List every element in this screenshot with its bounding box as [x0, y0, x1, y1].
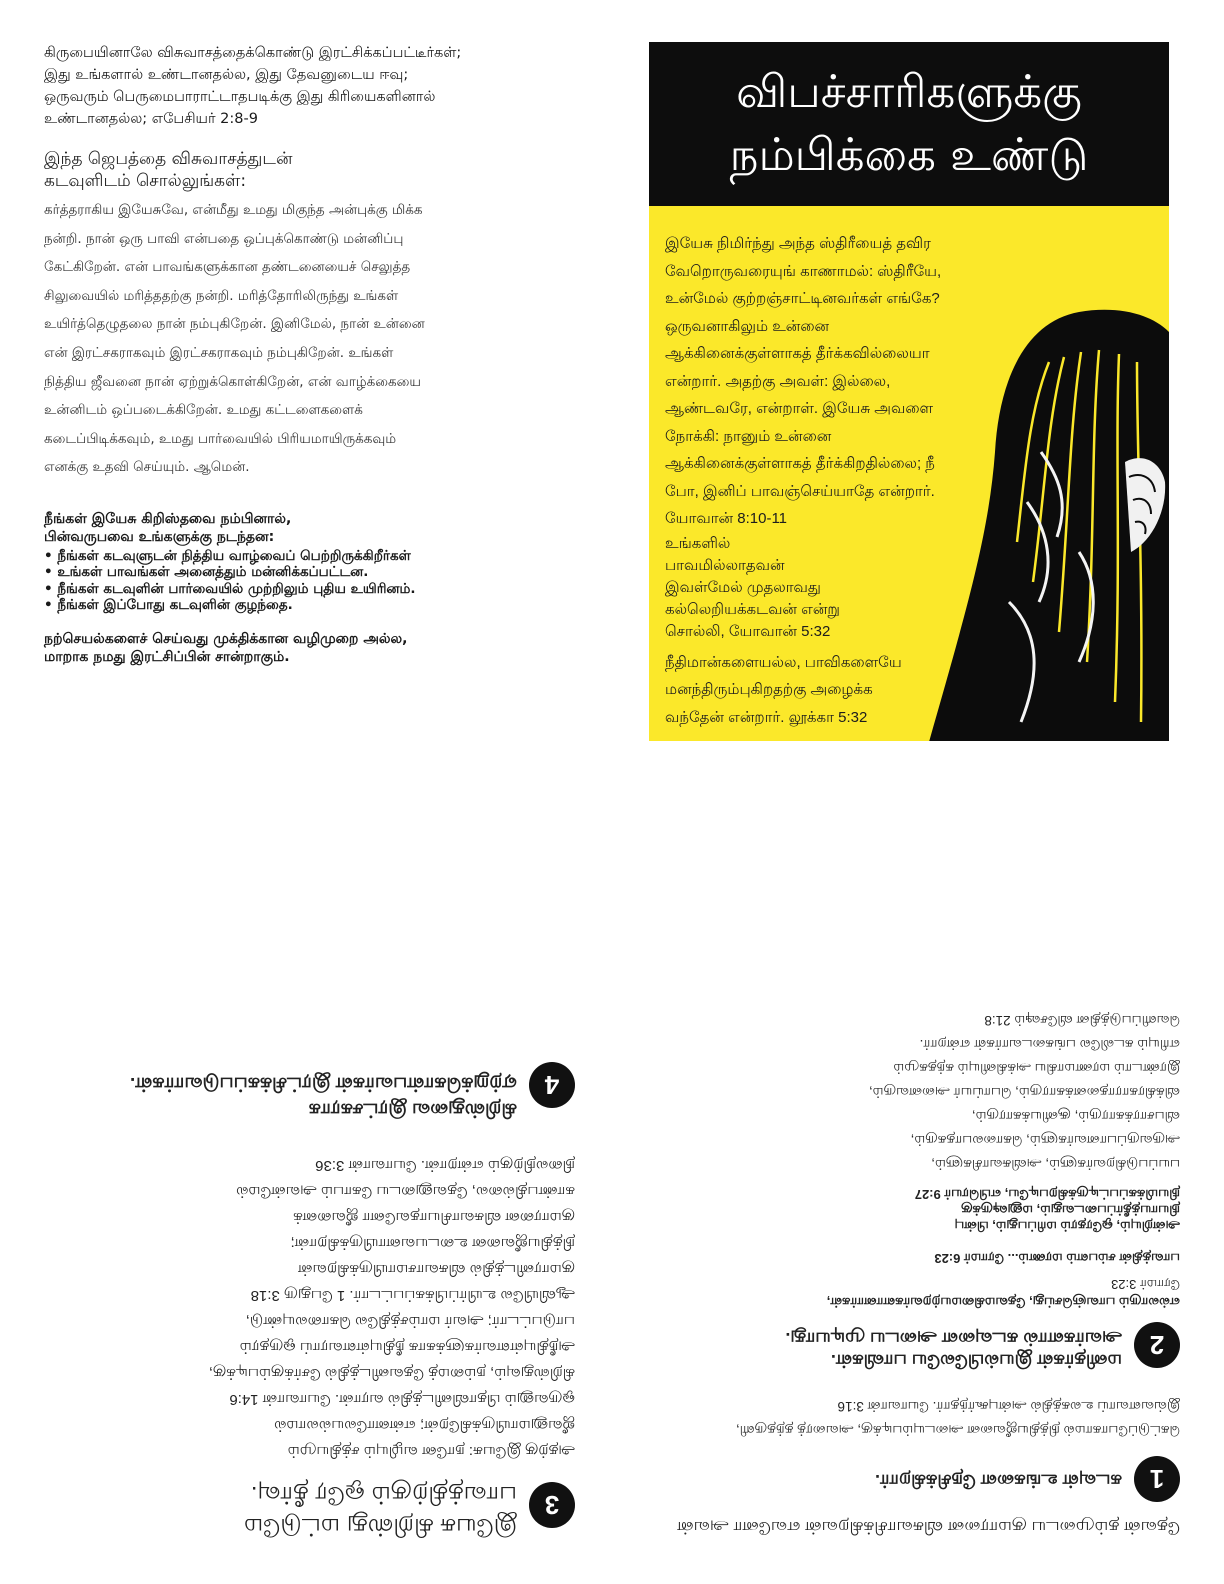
prayer-line: என் இரட்சகராகவும் இரட்சகராகவும் நம்புகிறேன். உங்கள்: [44, 344, 394, 361]
step-number-badge: 2: [1134, 1322, 1180, 1368]
text-line: ஒருவனும் பிதாவினிடத்தில் வரான். யோவான் 14:6: [229, 1391, 575, 1408]
step-title-line: கிறிஸ்துவை இரட்சகராக: [308, 1099, 517, 1120]
step-title: [244, 1478, 517, 1542]
verse-line: நோக்கி: நானும் உன்னை: [665, 427, 832, 445]
text-line: எரியும் கடலிலே பங்கடைவார்கள் என்றார்.: [919, 1037, 1180, 1052]
text-line: கெட்டுப்போகாமல் நித்தியஜீவனை அடையும்படிக்கு, அவரைத் தந்தருளி,: [735, 1423, 1180, 1438]
prayer-title-line: கடவுளிடம் சொல்லுங்கள்:: [44, 171, 247, 191]
verse-reference: யோவான் 8:10-11: [665, 510, 788, 527]
believe-heading-line: நீங்கள் இயேசு கிறிஸ்தவை நம்பினால்,: [44, 510, 292, 527]
step-title-line: ஏற்றுக்கொள்பவர்கள் இரட்சிக்கப்படுவார்கள்.: [129, 1073, 517, 1094]
verse-line: வேறொருவரையுங் காணாமல்: ஸ்திரீயே,: [665, 262, 942, 280]
list-item: • உங்கள் பாவங்கள் அனைத்தும் மன்னிக்கப்பட்டன.: [44, 564, 584, 581]
cover-title-line: விபச்சாரிகளுக்கு: [736, 65, 1082, 118]
tract-cover: [649, 42, 1169, 741]
verse-reference: ரோமர் 3:23: [1111, 1277, 1180, 1292]
prayer-line: சிலுவையில் மரித்ததற்கு நன்றி. மரித்தோரிலிருந்து உங்கள்: [44, 287, 399, 304]
prayer-title-line: இந்த ஜெபத்தை விசுவாசத்துடன்: [44, 149, 293, 169]
verse-line: என்றார். அதற்கு அவள்: இல்லை,: [665, 372, 891, 390]
step-title: [130, 1070, 517, 1122]
verse-line: ஆக்கினைக்குள்ளாகத் தீர்க்கவில்லையா: [665, 345, 930, 362]
prayer-column: [44, 42, 584, 666]
verse-line: ஒருவனாகிலும் உன்னை: [665, 317, 830, 335]
text-line: விபசாரக்காரரும், சூனியக்காரரும்,: [971, 1109, 1180, 1124]
step-number-badge: 1: [1134, 1456, 1180, 1502]
verse-line: இவள்மேல் முதலாவது: [665, 578, 821, 596]
step-number-badge: 4: [529, 1062, 575, 1108]
steps-panel-3-4: [55, 834, 575, 1542]
step-title-line: மனிதர்கள் இயல்பிலேயே பாவிகள்.: [830, 1351, 1122, 1371]
prayer-line: எனக்கு உதவி செய்யும். ஆமென்.: [44, 459, 250, 476]
step-2: [660, 1322, 1180, 1372]
prayer-title: [44, 148, 584, 192]
cover-title-line: நம்பிக்கை உண்டு: [729, 128, 1089, 181]
believe-heading-line: பின்வருபவை உங்களுக்கு நடந்தன:: [44, 528, 275, 545]
text-line: பயப்படுகிறவர்களும், அவிசுவாசிகளும்,: [931, 1157, 1180, 1172]
text-line: விக்கிரகாராதனைக்காரரும், பொய்யர் அனைவரும்,: [868, 1085, 1180, 1100]
step3-text: [55, 1152, 575, 1464]
intro-line: உண்டானதல்ல; எபேசியர் 2:8-9: [44, 111, 258, 127]
believe-list: [44, 548, 584, 614]
inverted-half: [0, 792, 1224, 1584]
verse-line: பாவமில்லாதவன்: [665, 556, 785, 574]
step1-lead-line: தேவன் தம்முடைய குமாரனை விசுவாசிக்கிறவன் எவனோ அவன்: [677, 1518, 1180, 1537]
list-item: • நீங்கள் இப்போது கடவுளின் குழந்தை.: [44, 597, 584, 614]
text-line: குமாரனை விசுவாசியாதவனோ ஜீவனைக்: [293, 1209, 575, 1226]
list-item: • நீங்கள் கடவுளின் பார்வையில் முற்றிலும் புதிய உயிரினம்.: [44, 581, 584, 598]
step-title-line: பாவத்திற்கும் ஒரே தீர்வு.: [250, 1481, 517, 1508]
verse-line: ஆக்கினைக்குள்ளாகத் தீர்க்கிறதில்லை; நீ: [665, 455, 935, 472]
steps-panel-1-2: [660, 834, 1180, 1542]
list-item: • நீங்கள் கடவுளுடன் நித்திய வாழ்வைப் பெற்றிருக்கிறீர்கள்: [44, 548, 584, 565]
intro-line: ஒருவரும் பெருமைபாராட்டாதபடிக்கு இது கிரியைகளினால்: [44, 89, 436, 105]
closing-text: [44, 630, 584, 666]
verse-reference: வந்தேன் என்றார். லூக்கா 5:32: [665, 708, 868, 726]
step-title-line: அவர்களால் கடவுளை அடைய முடியாது.: [785, 1329, 1122, 1349]
prayer-line: உன்னிடம் ஒப்படைக்கிறேன். உமது கட்டளைகளைக்: [44, 402, 363, 419]
step2-text: [660, 1008, 1180, 1310]
closing-line: மாறாக நமது இரட்சிப்பின் சான்றாகும்.: [44, 648, 290, 665]
text-line: இரண்டாம் மரணமாகிய அக்கினியும் கந்தகமும்: [893, 1061, 1180, 1076]
verse-line: உங்களில்: [665, 534, 731, 552]
verse-line: இயேசு நிமிர்ந்து அந்த ஸ்திரீயைத் தவிர: [665, 235, 931, 252]
cover-verses: [665, 230, 1005, 731]
text-line: நித்தியஜீவனை உடையவனாயிருக்கிறான்;: [290, 1235, 575, 1252]
text-line: இவ்வளவாய் உலகத்தில் அன்புகூர்ந்தார். யோவான் 3:16: [837, 1399, 1180, 1414]
cover-title: [649, 42, 1169, 206]
prayer-line: உயிர்த்தெழுதலை நான் நம்புகிறேன். இனிமேல், நான் உன்னை: [44, 316, 425, 333]
prayer-line: கேட்கிறேன். என் பாவங்களுக்கான தண்டனையைச் செலுத்த: [44, 259, 411, 276]
step2-list: [660, 1008, 1180, 1176]
verse-line: மனந்திரும்புகிறதற்கு அழைக்க: [665, 681, 873, 698]
believe-heading: [44, 510, 584, 546]
text-line: அநீதியுள்ளவர்களுக்காக நீதியுள்ளவராய் ஒருதரம்: [239, 1339, 575, 1356]
intro-line: இது உங்களால் உண்டானதல்ல, இது தேவனுடைய ஈவு;: [44, 67, 409, 83]
verse-line: உன்மேல் குற்றஞ்சாட்டினவர்கள் எங்கே?: [665, 290, 940, 307]
prayer-line: கடைப்பிடிக்கவும், உமது பார்வையில் பிரியமாயிருக்கவும்: [44, 430, 397, 447]
verse-line: கல்லெறியக்கடவன் என்று: [665, 600, 840, 618]
text-line: காண்பதில்லை, தேவனுடைய கோபம் அவன்மேல்: [236, 1183, 575, 1200]
text-line: ஆவியிலே உயிர்ப்பிக்கப்பட்டார். 1 பேதுரு 3:18: [250, 1287, 575, 1304]
text-line: அருவருப்பானவர்களும், கொலைபாதகரும்,: [910, 1133, 1180, 1148]
step-3: [55, 1478, 575, 1542]
verse-reference: வெளிப்படுத்தின விசேஷம் 21:8: [984, 1013, 1180, 1028]
prayer-text: [44, 196, 584, 482]
step2-bold-block: [660, 1186, 1180, 1234]
step-1: [660, 1456, 1180, 1506]
text-line: எல்லாரும் பாவஞ்செய்து, தேவமகிமையற்றவர்களானார்கள்,: [826, 1295, 1180, 1310]
text-line: கிறிஸ்துவும், நம்மைத் தேவனிடத்தில் சேர்க்கும்படிக்கு,: [208, 1365, 575, 1382]
text-line: பாடுபட்டார்; அவர் மாம்சத்திலே கொலையுண்டு,: [245, 1313, 575, 1330]
prayer-line: நன்றி. நான் ஒரு பாவி என்பதை ஒப்புக்கொண்டு மன்னிப்பு: [44, 230, 404, 247]
text-line: நிலைநிற்கும் என்றான். யோவான் 3:36: [315, 1157, 575, 1174]
step-number-badge: 3: [529, 1482, 575, 1528]
step-title: [785, 1328, 1122, 1372]
step-title: கடவுள் உங்களை நேசிக்கிறார்.: [875, 1471, 1122, 1491]
verse-reference: சொல்லி, யோவான் 5:32: [665, 622, 831, 640]
text-line: பாவத்தின் சம்பளம் மரணம்... ரோமர் 6:23: [934, 1251, 1180, 1266]
closing-line: நற்செயல்களைச் செய்வது முக்திக்கான வழிமுறை அல்ல,: [44, 630, 408, 647]
verse-line: ஆண்டவரே, என்றாள். இயேசு அவளை: [665, 400, 934, 417]
step1-text: [660, 1394, 1180, 1442]
verse-line: நீதிமான்களையல்ல, பாவிகளையே: [665, 653, 902, 671]
prayer-line: கர்த்தராகிய இயேசுவே, என்மீது உமது மிகுந்த அன்புக்கு மிக்க: [44, 202, 423, 218]
verse-line: போ, இனிப் பாவஞ்செய்யாதே என்றார்.: [665, 482, 935, 500]
text-line: நியாயத்தீர்ப்படைவதும், மனுஷருக்கு: [961, 1203, 1180, 1218]
text-line: அதற்கு இயேசு: நானே வழியும் சத்தியமும்: [287, 1443, 575, 1460]
intro-line: கிருபையினாலே விசுவாசத்தைக்கொண்டு இரட்சிக்கப்பட்டீர்கள்;: [44, 45, 462, 61]
step-title-line: இயேசு கிறிஸ்து மட்டுமே: [243, 1513, 517, 1540]
step-4: [55, 1062, 575, 1122]
intro-verse: [44, 42, 584, 130]
text-line: நியமிக்கப்பட்டிருக்கிறபடியே, எபிரெயர் 9:27: [914, 1187, 1180, 1202]
text-line: ஜீவனுமாயிருக்கிறேன்; என்னாலேயல்லாமல்: [274, 1417, 575, 1434]
text-line: அன்றியும், ஒரேதரம் மரிப்பதும், பின்பு: [954, 1219, 1180, 1234]
text-line: குமாரனிடத்தில் விசுவாசமாயிருக்கிறவன்: [297, 1261, 575, 1278]
prayer-line: நித்திய ஜீவனை நான் ஏற்றுக்கொள்கிறேன், என் வாழ்க்கையை: [44, 373, 422, 390]
